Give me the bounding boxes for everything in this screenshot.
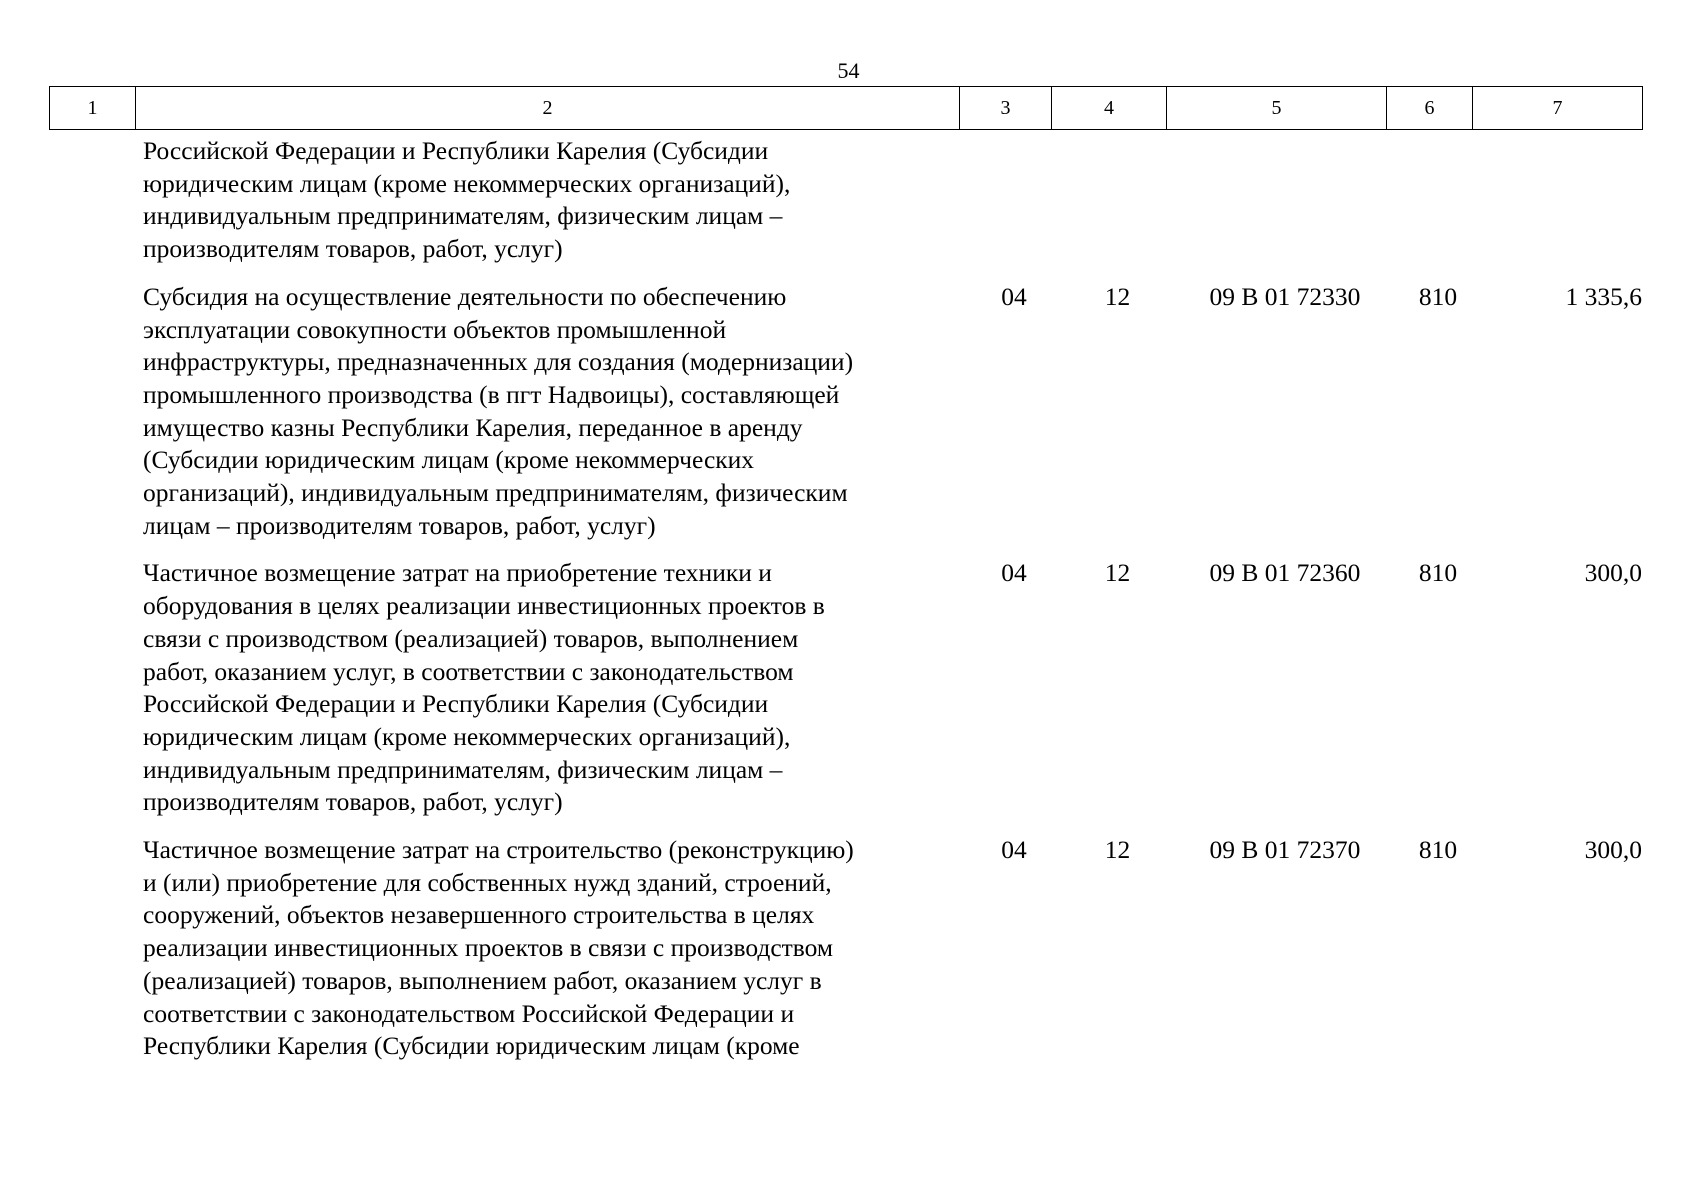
description-line: (реализацией) товаров, выполнением работ, оказанием услуг в [143, 965, 822, 995]
row-subsection: 12 [1104, 281, 1131, 311]
row-target-code: 09 В 01 72370 [1209, 835, 1361, 865]
row-description [143, 834, 961, 1063]
row-amount: 300,0 [1584, 835, 1642, 865]
description-line: организаций), индивидуальным предпринимателям, физическим [143, 478, 848, 508]
description-line: Субсидия на осуществление деятельности по обеспечению [143, 281, 787, 311]
row-description [143, 557, 961, 819]
row-description [143, 135, 961, 266]
description-line: связи с производством (реализацией) товаров, выполнением [143, 623, 799, 653]
table-row [49, 557, 1642, 819]
header-col-2: 2 [136, 87, 960, 130]
header-col-6: 6 [1387, 87, 1473, 130]
table-row [49, 281, 1642, 543]
description-line: Российской Федерации и Республики Карелия (Субсидии [143, 689, 769, 719]
table-row [49, 834, 1642, 1063]
description-line: Республики Карелия (Субсидии юридическим лицам (кроме [143, 1031, 800, 1061]
description-line: (Субсидии юридическим лицам (кроме некоммерческих [143, 445, 755, 475]
description-line: сооружений, объектов незавершенного строительства в целях [143, 900, 815, 930]
row-expense-type: 810 [1418, 558, 1458, 588]
header-col-3: 3 [960, 87, 1052, 130]
description-line: лицам – производителям товаров, работ, услуг) [143, 510, 656, 540]
header-col-5: 5 [1167, 87, 1387, 130]
header-col-4: 4 [1052, 87, 1167, 130]
table-row [49, 135, 1642, 266]
description-line: производителям товаров, работ, услуг) [143, 234, 563, 264]
table-header [49, 86, 1643, 130]
description-line: промышленного производства (в пгт Надвоицы), составляющей [143, 379, 840, 409]
header-col-1: 1 [50, 87, 136, 130]
description-line: юридическим лицам (кроме некоммерческих организаций), [143, 168, 791, 198]
row-description [143, 281, 961, 543]
row-target-code: 09 В 01 72360 [1209, 558, 1361, 588]
description-line: соответствии с законодательством Российской Федерации и [143, 998, 795, 1028]
description-line: индивидуальным предпринимателям, физическим лицам – [143, 754, 783, 784]
description-line: и (или) приобретение для собственных нужд зданий, строений, [143, 867, 832, 897]
description-line: эксплуатации совокупности объектов промышленной [143, 314, 727, 344]
description-line: оборудования в целях реализации инвестиционных проектов в [143, 591, 825, 621]
description-line: юридическим лицам (кроме некоммерческих организаций), [143, 721, 791, 751]
row-subsection: 12 [1104, 835, 1131, 865]
row-subsection: 12 [1104, 558, 1131, 588]
description-line: Российской Федерации и Республики Карелия (Субсидии [143, 136, 769, 165]
row-expense-type: 810 [1418, 835, 1458, 865]
description-line: индивидуальным предпринимателям, физическим лицам – [143, 201, 783, 231]
row-amount: 300,0 [1584, 558, 1642, 588]
table-body [49, 135, 1642, 1078]
description-line: Частичное возмещение затрат на строительство (реконструкцию) [143, 835, 854, 865]
row-target-code: 09 В 01 72330 [1209, 281, 1361, 311]
description-line: Частичное возмещение затрат на приобретение техники и [143, 558, 772, 588]
description-line: имущество казны Республики Карелия, переданное в аренду [143, 412, 803, 442]
row-expense-type: 810 [1418, 281, 1458, 311]
description-line: работ, оказанием услуг, в соответствии с законодательством [143, 656, 794, 686]
description-line: инфраструктуры, предназначенных для создания (модернизации) [143, 347, 854, 377]
row-section: 04 [1001, 835, 1027, 865]
row-amount: 1 335,6 [1565, 281, 1642, 311]
row-section: 04 [1001, 558, 1027, 588]
description-line: производителям товаров, работ, услуг) [143, 787, 563, 817]
header-col-7: 7 [1473, 87, 1643, 130]
page-number: 54 [837, 58, 860, 83]
row-section: 04 [1001, 281, 1027, 311]
description-line: реализации инвестиционных проектов в связи с производством [143, 933, 834, 963]
